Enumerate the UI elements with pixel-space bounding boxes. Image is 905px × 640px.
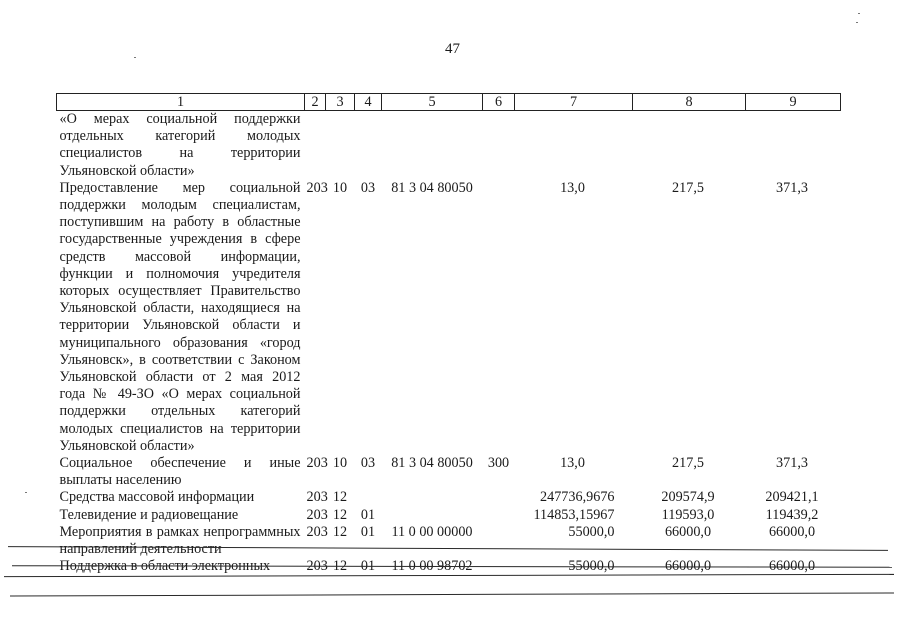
column-header-9: 9 xyxy=(746,94,841,111)
cell-expense-type: 300 xyxy=(487,455,510,472)
cell-amount-3: 371,3 xyxy=(776,179,808,196)
cell-admin-code xyxy=(305,111,326,180)
cell-target-article: 11 0 00 98702 xyxy=(391,558,473,575)
cell-target-article: 11 0 00 00000 xyxy=(391,523,473,540)
cell-target-article: 81 3 04 80050 xyxy=(391,179,473,196)
cell-expense-type xyxy=(483,180,515,455)
column-header-3: 3 xyxy=(326,94,355,111)
cell-admin-code: 203 xyxy=(306,489,328,506)
cell-section: 12 xyxy=(332,523,348,540)
cell-subsection: 03 xyxy=(360,455,376,472)
cell-amount-1: 114853,15967 xyxy=(533,506,615,523)
row-description: «О мерах социальной поддержки отдельных категорий молодых специалистов на территории Ульяновской области» xyxy=(59,111,301,179)
cell-amount-2 xyxy=(633,111,746,180)
table-row xyxy=(57,180,841,455)
cell-subsection: 01 xyxy=(360,558,376,575)
scan-speck xyxy=(134,57,136,58)
cell-section: 10 xyxy=(332,455,348,472)
table-row xyxy=(57,507,841,524)
cell-subsection xyxy=(355,489,382,506)
column-header-5: 5 xyxy=(382,94,483,111)
cell-subsection xyxy=(355,111,382,180)
cell-target-article: 81 3 04 80050 xyxy=(391,455,473,472)
column-number-row xyxy=(57,94,841,111)
cell-amount-3: 66000,0 xyxy=(768,523,816,540)
column-header-7: 7 xyxy=(515,94,633,111)
table-row xyxy=(57,489,841,506)
cell-section xyxy=(326,111,355,180)
cell-subsection: 03 xyxy=(360,179,376,196)
cell-subsection: 01 xyxy=(360,506,376,523)
cell-amount-3 xyxy=(746,111,841,180)
scan-speck xyxy=(858,13,860,14)
cell-amount-1 xyxy=(515,111,633,180)
cell-expense-type xyxy=(483,489,515,506)
cell-subsection: 01 xyxy=(360,523,376,540)
cell-amount-2: 119593,0 xyxy=(661,506,715,523)
row-description: Поддержка в области электронных xyxy=(59,558,271,575)
strike-line xyxy=(10,592,894,596)
row-description: Предоставление мер социальной поддержки молодым специалистам, поступившим на работу в областные государственные учреждения в сфере средств массовой информации, функции и полномочия учредителя которых осуществляет Правительство Ульяновской области, находящиеся на территории Ульяновской области и муниципального образования «город Ульяновск», в соответствии с Законом Ульяновской области от 2 мая 2012 года № 49-ЗО «О мерах социальной поддержки отдельных категорий молодых специалистов на территории Ульяновской области» xyxy=(59,179,301,454)
cell-amount-2: 66000,0 xyxy=(664,558,712,575)
cell-section: 12 xyxy=(332,489,348,506)
cell-target-article xyxy=(382,111,483,180)
cell-amount-3: 119439,2 xyxy=(765,506,819,523)
cell-target-article xyxy=(382,489,483,506)
cell-amount-1: 13,0 xyxy=(560,455,585,472)
cell-amount-3: 371,3 xyxy=(776,455,808,472)
cell-amount-1: 55000,0 xyxy=(568,558,615,575)
scan-speck xyxy=(25,492,27,493)
cell-admin-code: 203 xyxy=(306,455,328,472)
cell-amount-1: 13,0 xyxy=(560,179,585,196)
cell-admin-code: 203 xyxy=(306,558,328,575)
column-header-1: 1 xyxy=(57,94,305,111)
cell-expense-type xyxy=(483,507,515,524)
table-row xyxy=(57,111,841,180)
cell-amount-1: 247736,9676 xyxy=(540,489,615,506)
cell-amount-2: 209574,9 xyxy=(661,489,715,506)
cell-section: 12 xyxy=(332,558,348,575)
cell-target-article xyxy=(382,507,483,524)
cell-expense-type xyxy=(483,111,515,180)
table-row-struck xyxy=(57,524,841,558)
cell-amount-3: 66000,0 xyxy=(768,558,816,575)
scan-speck xyxy=(856,22,858,23)
cell-amount-2: 66000,0 xyxy=(664,523,712,540)
row-description: Средства массовой информации xyxy=(59,489,255,506)
row-description: Мероприятия в рамках непрограммных направлений деятельности xyxy=(59,523,301,558)
cell-section: 12 xyxy=(332,506,348,523)
row-description: Телевидение и радиовещание xyxy=(59,506,239,523)
cell-amount-3: 209421,1 xyxy=(765,489,819,506)
cell-amount-2: 217,5 xyxy=(672,179,704,196)
row-description: Социальное обеспечение и иные выплаты населению xyxy=(59,455,301,489)
table-row xyxy=(57,455,841,489)
cell-admin-code: 203 xyxy=(306,506,328,523)
budget-table xyxy=(56,93,841,575)
cell-section: 10 xyxy=(332,179,348,196)
column-header-2: 2 xyxy=(305,94,326,111)
cell-amount-1: 55000,0 xyxy=(568,523,615,540)
column-header-8: 8 xyxy=(633,94,746,111)
cell-expense-type xyxy=(483,524,515,558)
cell-admin-code: 203 xyxy=(306,523,328,540)
cell-admin-code: 203 xyxy=(306,179,328,196)
page-number: 47 xyxy=(445,41,460,57)
column-header-4: 4 xyxy=(355,94,382,111)
cell-amount-2: 217,5 xyxy=(672,455,704,472)
column-header-6: 6 xyxy=(483,94,515,111)
